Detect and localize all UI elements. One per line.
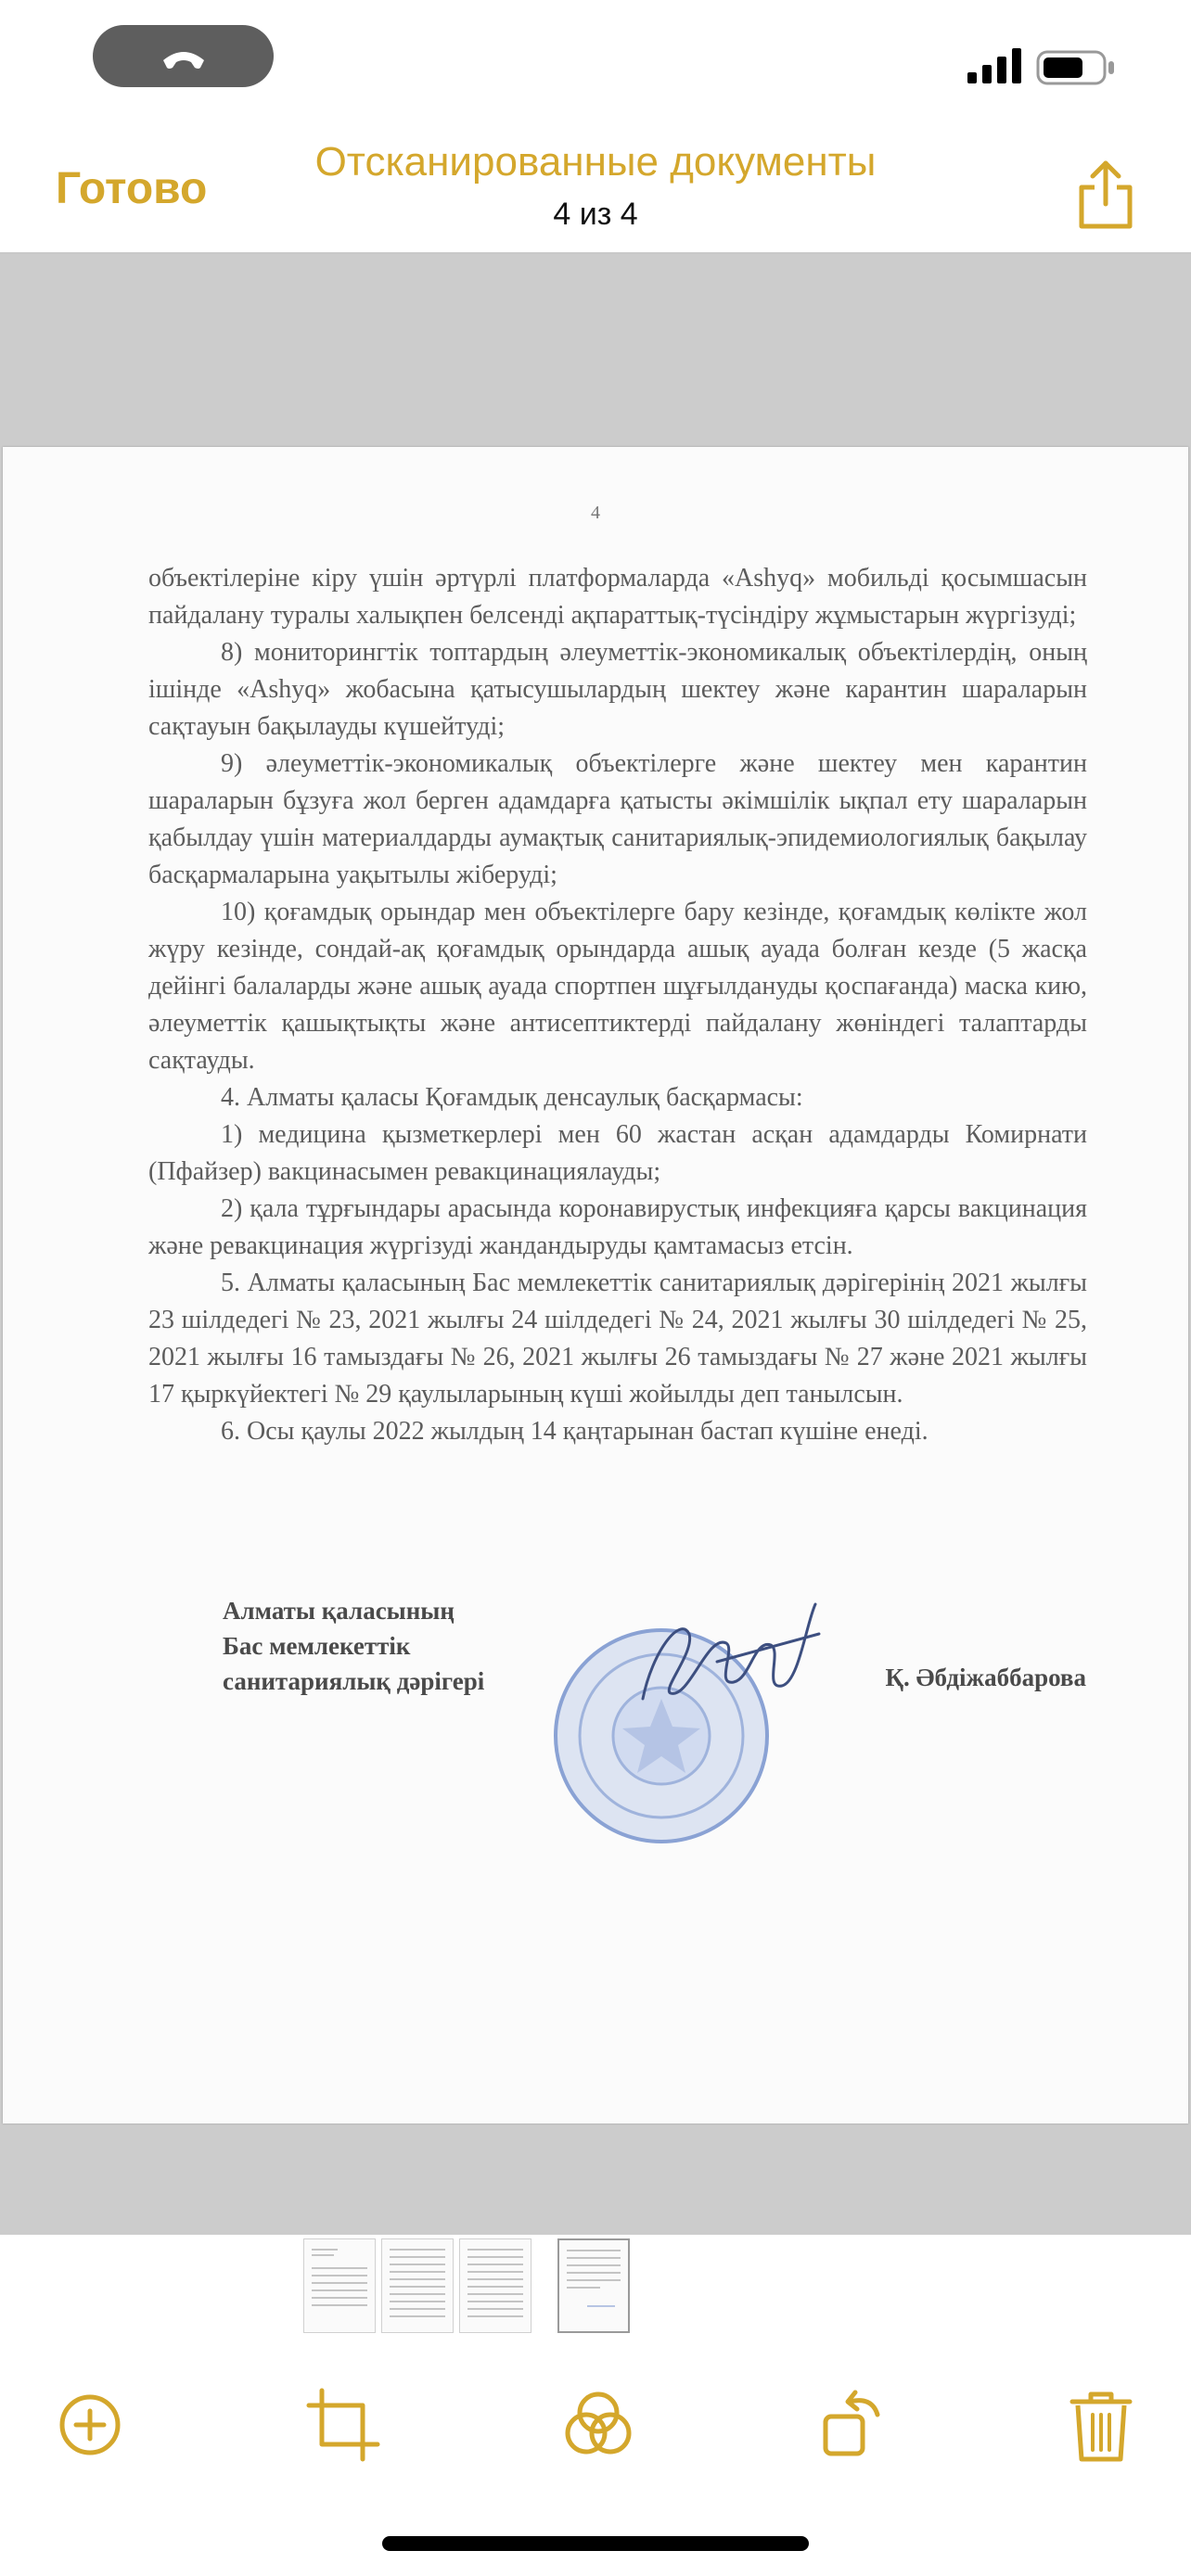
- signatory-line: Бас мемлекеттік: [223, 1632, 411, 1660]
- done-button[interactable]: Готово: [56, 164, 208, 213]
- page-thumbnail-2[interactable]: [381, 2238, 454, 2333]
- page-thumbnail-strip: [0, 2235, 1191, 2337]
- signatory-name: Қ. Әбдіжаббарова: [885, 1664, 1086, 1691]
- phone-icon: [158, 38, 210, 75]
- paragraph: 5. Алматы қаласының Бас мемлекеттік санитариялық дәрігерінің 2021 жылғы 23 шілдедегі № 23, 2021 жылғы 24 шілдедегі № 24, 2021 жылғы 30 шілдедегі № 25, 2021 жылғы 16 тамыздағы № 26, 2021 жылғы 26 тамыздағы № 27 және 2021 жылғы 17 қыркүйектегі № 29 қаулыларының күші жойылды деп танылсын.: [148, 1269, 1087, 1409]
- battery-icon: [1036, 49, 1116, 86]
- document-viewer[interactable]: [0, 254, 1191, 2235]
- paragraph: 2) қала тұрғындары арасында коронавирустық инфекцияға қарсы вакцинация және ревакцинация жүргізуді жандандыруды қамтамасыз етсін.: [148, 1194, 1087, 1260]
- cellular-signal-icon: [967, 48, 1021, 83]
- page-thumbnail-3[interactable]: [459, 2238, 531, 2333]
- page-counter: 4 из 4: [553, 197, 638, 232]
- page-thumbnail-4-selected[interactable]: [557, 2238, 630, 2333]
- paragraph: 8) мониторингтік топтардың әлеуметтік-экономикалық объектілердің, оның ішінде «Ashyq» жобасына қатысушылардың шектеу және карантин шараларын сақтауын бақылауды күшейтуді;: [148, 638, 1087, 741]
- scanned-page: [3, 447, 1188, 2123]
- paragraph: 1) медицина қызметкерлері мен 60 жастан асқан адамдарды Комирнати (Пфайзер) вакцинасымен ревакцинациялауды;: [148, 1120, 1087, 1186]
- paragraph: 6. Осы қаулы 2022 жылдың 14 қаңтарынан бастап күшіне енеді.: [221, 1417, 928, 1446]
- page-number: 4: [591, 503, 600, 523]
- add-icon[interactable]: [48, 2383, 132, 2467]
- home-indicator[interactable]: [382, 2536, 809, 2551]
- signatory-line: санитариялық дәрігері: [223, 1667, 485, 1695]
- signatory-title: [223, 1593, 484, 1699]
- paragraph: 4. Алматы қаласы Қоғамдық денсаулық басқармасы:: [221, 1083, 803, 1112]
- nav-title: Отсканированные документы: [314, 139, 877, 185]
- navigation-bar: [0, 111, 1191, 254]
- page-thumbnail-1[interactable]: [303, 2238, 376, 2333]
- rotate-icon[interactable]: [813, 2383, 896, 2467]
- trash-icon[interactable]: [1059, 2383, 1143, 2467]
- handwritten-signature: [624, 1597, 828, 1736]
- paragraph: 9) әлеуметтік-экономикалық объектілерге және шектеу мен карантин шараларын бұзуға жол берген адамдарға қатысты әкімшілік ықпал ету шараларын қабылдау үшін материалдарды аумақтық санитариялық-эпидемиологиялық бақылау басқармаларына уақытылы жіберуді;: [148, 749, 1087, 889]
- status-bar: [0, 0, 1191, 111]
- share-icon[interactable]: [1072, 158, 1139, 232]
- bottom-toolbar: [0, 2355, 1191, 2485]
- document-body: [148, 560, 1087, 1450]
- filters-icon[interactable]: [557, 2383, 640, 2467]
- signatory-line: Алматы қаласының: [223, 1597, 455, 1625]
- paragraph: объектілеріне кіру үшін әртүрлі платформаларда «Ashyq» мобильді қосымшасын пайдалану туралы халықпен белсенді ақпараттық-түсіндіру жұмыстарын жүргізуді;: [148, 564, 1087, 630]
- paragraph: 10) қоғамдық орындар мен объектілерге бару кезінде, қоғамдық көлікте жол жүру кезінде, сондай-ақ қоғамдық орындарда ашық ауада болған кезде (5 жасқа дейінгі балаларды және ашық ауада спортпен шұғылдануды қоспағанда) маска кию, әлеуметтік қашықтықты және антисептиктерді пайдалану жөніндегі талаптарды сақтауды.: [148, 898, 1087, 1075]
- active-call-pill[interactable]: [93, 25, 274, 87]
- crop-icon[interactable]: [301, 2383, 385, 2467]
